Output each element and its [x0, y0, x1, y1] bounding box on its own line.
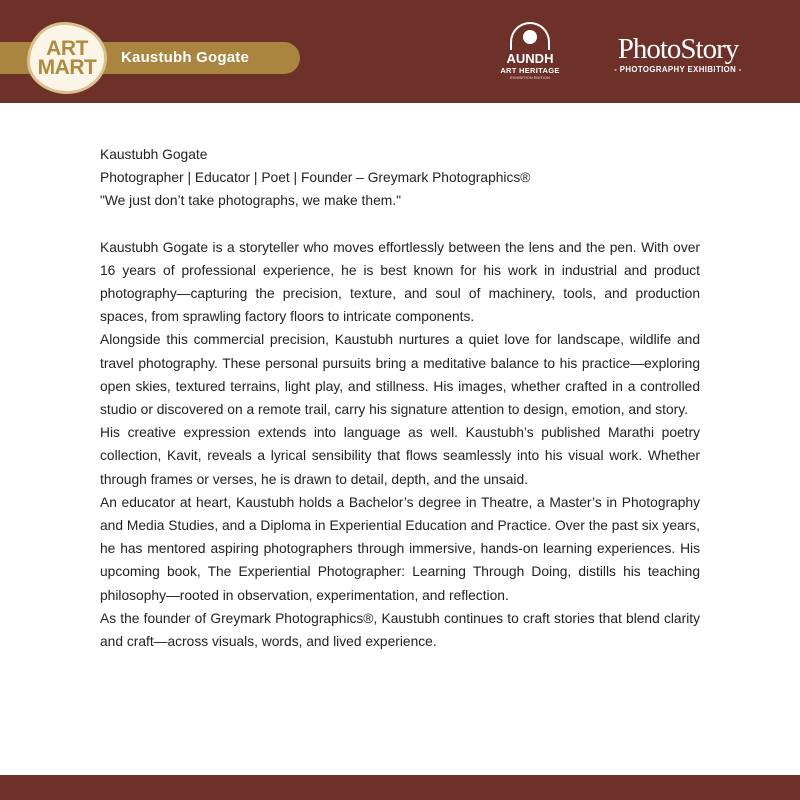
- footer-bar: [0, 775, 800, 800]
- aundh-logo-subtitle: ART HERITAGE: [500, 66, 560, 75]
- bio-quote: "We just don’t take photographs, we make them.": [100, 193, 401, 209]
- art-mart-logo-line2: MART: [37, 56, 97, 79]
- bio-paragraph: Alongside this commercial precision, Kaustubh nurtures a quiet love for landscape, wildlife and travel photography. These personal pursuits bring a meditative balance to his practice—exploring open skies, textured terrains, light play, and stillness. His images, whether crafted in a controlled studio or discovered on a remote trail, carry his signature attention to design, emotion, and story.: [100, 332, 700, 418]
- bio-name: Kaustubh Gogate: [100, 147, 208, 162]
- header-bar: [0, 0, 800, 103]
- photostory-logo-title: PhotoStory: [617, 33, 739, 65]
- aundh-logo-title: AUNDH: [506, 51, 554, 66]
- photostory-logo: [600, 34, 756, 80]
- bio-paragraph: His creative expression extends into language as well. Kaustubh’s published Marathi poetry collection, Kavit, reveals a lyrical sensibility that flows seamlessly into his visual work. Whether through frames or verses, he is drawn to detail, depth, and the unsaid.: [100, 425, 700, 487]
- bio-paragraph: An educator at heart, Kaustubh holds a Bachelor’s degree in Theatre, a Master’s in Photography and Media Studies, and a Diploma in Experiential Education and Practice. Over the past six years, he has mentored aspiring photographers through immersive, hands-on learning experiences. His upcoming book, The Experiential Photographer: Learning Through Doing, distills his teaching philosophy—rooted in observation, experimentation, and reflection.: [100, 494, 700, 603]
- art-mart-logo-line1: ART: [46, 37, 88, 60]
- heritage-arch-icon: [510, 22, 550, 50]
- bio-content: [100, 143, 700, 653]
- bio-roles: Photographer | Educator | Poet | Founder – Greymark Photographics®: [100, 170, 531, 186]
- aundh-art-heritage-logo: [500, 22, 560, 92]
- bio-paragraph: Kaustubh Gogate is a storyteller who moves effortlessly between the lens and the pen. With over 16 years of professional experience, he is best known for his work in industrial and product photography—capturing the precision, texture, and soul of machinery, tools, and production spaces, from sprawling factory floors to intricate components.: [100, 239, 700, 325]
- artist-name-label: Kaustubh Gogate: [121, 49, 250, 66]
- photostory-logo-subtitle: - PHOTOGRAPHY EXHIBITION -: [614, 65, 742, 74]
- aundh-logo-tagline: EXHIBITION EDITION: [509, 75, 550, 80]
- bio-paragraph: As the founder of Greymark Photographics®, Kaustubh continues to craft stories that blend clarity and craft—across visuals, words, and lived experience.: [100, 610, 700, 650]
- art-mart-logo: [27, 22, 107, 94]
